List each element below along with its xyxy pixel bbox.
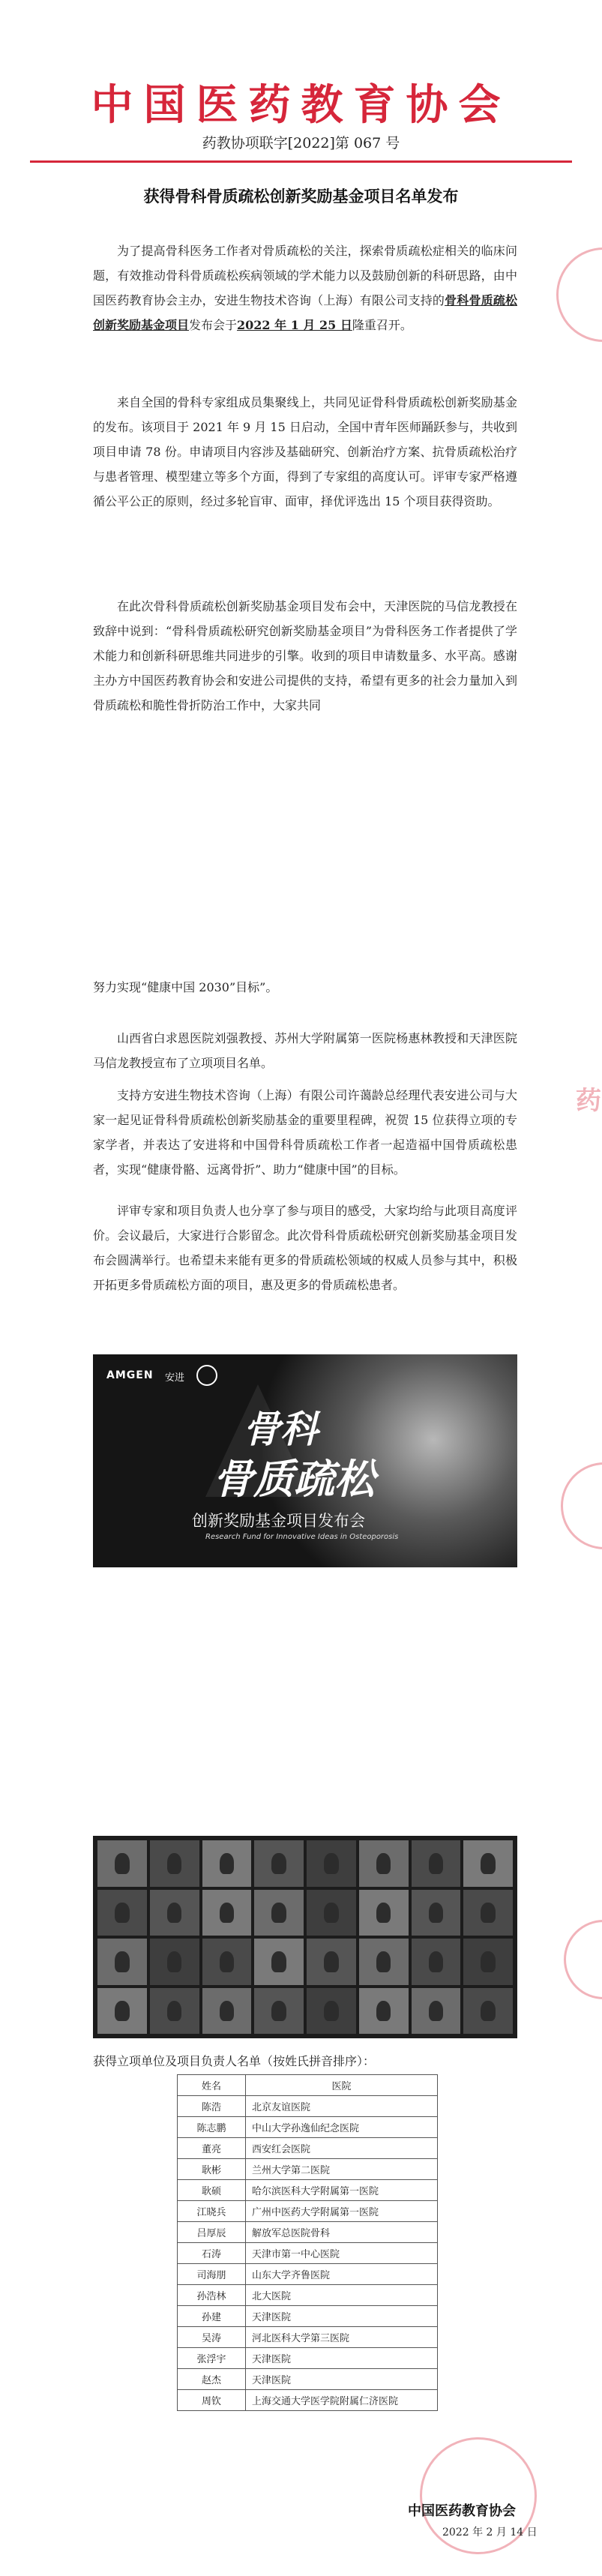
participant-tile — [359, 1939, 409, 1985]
participant-tile — [463, 1988, 513, 2035]
seal-stamp — [556, 247, 602, 342]
cell-hospital: 上海交通大学医学院附属仁济医院 — [246, 2390, 438, 2411]
participant-tile — [202, 1939, 252, 1985]
paragraph-1 — [93, 238, 517, 337]
table-row — [178, 2117, 438, 2138]
table-row — [178, 2327, 438, 2348]
participant-tile — [359, 1988, 409, 2035]
poster-logo-icon — [196, 1365, 217, 1386]
online-meeting-photo — [93, 1836, 517, 2038]
cell-hospital: 中山大学孙逸仙纪念医院 — [246, 2117, 438, 2138]
document-title: 获得骨科骨质疏松创新奖励基金项目名单发布 — [143, 187, 459, 205]
table-row — [178, 2348, 438, 2369]
cell-hospital: 山东大学齐鲁医院 — [246, 2264, 438, 2285]
participant-tile — [463, 1840, 513, 1887]
participant-tile — [150, 1988, 199, 2035]
cell-hospital: 西安红会医院 — [246, 2138, 438, 2159]
cell-hospital: 北大医院 — [246, 2285, 438, 2306]
cell-name: 耿彬 — [178, 2159, 246, 2180]
cell-hospital: 广州中医药大学附属第一医院 — [246, 2201, 438, 2222]
paragraph-1-highlight-date: 2022 年 1 月 25 日 — [237, 318, 352, 332]
cell-name: 董亮 — [178, 2138, 246, 2159]
table-header-row — [178, 2075, 438, 2096]
poster-subtitle-en: Research Fund for Innovative Ideas in Osteoporosis — [205, 1533, 399, 1541]
paragraph-2: 来自全国的骨科专家组成员集聚线上，共同见证骨科骨质疏松创新奖励基金的发布。该项目于 2021 年 9 月 15 日启动，全国中青年医师踊跃参与，共收到项目申请 78 份。申请项目内容涉及基础研究、创新治疗方案、抗骨质疏松治疗与患者管理、模型建立等多个方面，得到了专家组的高度认可。评审专家严格遵循公平公正的原则，经过多轮盲审、面审，择优评选出 15 个项目获得资助。 — [93, 395, 517, 508]
participant-tile — [202, 1988, 252, 2035]
cell-name: 陈浩 — [178, 2096, 246, 2117]
signature-org: 中国医药教育协会 — [408, 2503, 516, 2519]
cell-hospital: 北京友谊医院 — [246, 2096, 438, 2117]
cell-hospital: 解放军总医院骨科 — [246, 2222, 438, 2243]
paragraph-1-text-end: 隆重召开。 — [352, 318, 412, 332]
table-row — [178, 2159, 438, 2180]
participant-tile — [463, 1890, 513, 1936]
cell-hospital: 天津医院 — [246, 2348, 438, 2369]
table-row — [178, 2264, 438, 2285]
participant-tile — [97, 1988, 147, 2035]
poster-title-line2: 骨质疏松 — [213, 1455, 375, 1503]
cell-name: 孙建 — [178, 2306, 246, 2327]
table-row — [178, 2096, 438, 2117]
results-list-caption: 获得立项单位及项目负责人名单（按姓氏拼音排序）： — [93, 2054, 376, 2068]
paragraph-3: 在此次骨科骨质疏松创新奖励基金项目发布会中，天津医院的马信龙教授在致辞中说到：“骨科骨质疏松研究创新奖励基金项目”为骨科医务工作者提供了学术能力和创新科研思维共同进步的引擎。收到的项目申请数量多、水平高。感谢主办方中国医药教育协会和安进公司提供的支持，希望有更多的社会力量加入到骨质疏松和脆性骨折防治工作中，大家共同 — [93, 599, 517, 712]
table-row — [178, 2180, 438, 2201]
participant-tile — [412, 1890, 461, 1936]
participant-tile — [359, 1890, 409, 1936]
seal-stamp — [561, 1462, 602, 1549]
table-row — [178, 2243, 438, 2264]
results-table — [177, 2074, 438, 2411]
participant-tile — [412, 1939, 461, 1985]
participant-tile — [202, 1840, 252, 1887]
table-row — [178, 2306, 438, 2327]
cell-name: 石涛 — [178, 2243, 246, 2264]
cell-name: 江晓兵 — [178, 2201, 246, 2222]
participant-tile — [307, 1988, 356, 2035]
org-header-title: 中国医药教育协会 — [91, 80, 511, 130]
document-number: 药教协项联字[2022]第 067 号 — [202, 135, 400, 151]
poster-brand-cn: 安进 — [165, 1372, 185, 1384]
cell-name: 张浮宇 — [178, 2348, 246, 2369]
table-row — [178, 2369, 438, 2390]
participant-tile — [150, 1890, 199, 1936]
participant-tile — [463, 1939, 513, 1985]
cell-name: 赵杰 — [178, 2369, 246, 2390]
table-row — [178, 2390, 438, 2411]
cell-hospital: 天津医院 — [246, 2306, 438, 2327]
table-row — [178, 2285, 438, 2306]
participant-tile — [307, 1890, 356, 1936]
participant-tile — [150, 1840, 199, 1887]
cell-hospital: 天津医院 — [246, 2369, 438, 2390]
column-header-hospital: 医院 — [246, 2075, 438, 2096]
cell-name: 吕厚辰 — [178, 2222, 246, 2243]
cell-hospital: 哈尔滨医科大学附属第一医院 — [246, 2180, 438, 2201]
participant-tile — [254, 1890, 304, 1936]
cell-name: 耿硕 — [178, 2180, 246, 2201]
launch-event-poster — [93, 1354, 517, 1567]
signature-date: 2022 年 2 月 14 日 — [442, 2527, 538, 2539]
cell-name: 司海朋 — [178, 2264, 246, 2285]
cell-name: 周钦 — [178, 2390, 246, 2411]
participant-tile — [307, 1840, 356, 1887]
poster-brand-en: AMGEN — [106, 1369, 154, 1381]
participant-tile — [254, 1840, 304, 1887]
cell-hospital: 河北医科大学第三医院 — [246, 2327, 438, 2348]
cell-name: 吴涛 — [178, 2327, 246, 2348]
cell-hospital: 天津市第一中心医院 — [246, 2243, 438, 2264]
participant-tile — [412, 1840, 461, 1887]
participant-tile — [254, 1939, 304, 1985]
paragraph-1-text-mid: 发布会于 — [189, 318, 238, 332]
participant-tile — [359, 1840, 409, 1887]
table-row — [178, 2138, 438, 2159]
cell-hospital: 兰州大学第二医院 — [246, 2159, 438, 2180]
participant-tile — [307, 1939, 356, 1985]
header-red-rule — [30, 160, 572, 163]
poster-subtitle: 创新奖励基金项目发布会 — [192, 1512, 365, 1530]
participant-tile — [254, 1988, 304, 2035]
paragraph-3-continued: 努力实现“健康中国 2030”目标”。 — [93, 980, 278, 994]
seal-stamp — [564, 1920, 602, 1999]
paragraph-1-highlight-project: 骨科骨质疏松创新奖励基金项目 — [93, 293, 517, 332]
cell-name: 孙浩林 — [178, 2285, 246, 2306]
paragraph-1-text: 为了提高骨科医务工作者对骨质疏松的关注，探索骨质疏松症相关的临床问题，有效推动骨科骨质疏松疾病领域的学术能力以及鼓励创新的科研思路，由中国医药教育协会主办，安进生物技术咨询（上海）有限公司支持的 — [93, 244, 517, 307]
participant-tile — [150, 1939, 199, 1985]
column-header-name: 姓名 — [178, 2075, 246, 2096]
cell-name: 陈志鹏 — [178, 2117, 246, 2138]
paragraph-5: 支持方安进生物技术咨询（上海）有限公司许蔼龄总经理代表安进公司与大家一起见证骨科骨质疏松创新奖励基金的重要里程碑，祝贺 15 位获得立项的专家学者，并表达了安进将和中国骨科骨质疏松工作者一起造福中国骨质疏松患者，实现“健康骨骼、远离骨折”、助力“健康中国”的目标。 — [93, 1088, 517, 1177]
seal-stamp: 药 — [576, 1086, 601, 1116]
paragraph-6: 评审专家和项目负责人也分享了参与项目的感受，大家均给与此项目高度评价。会议最后，大家进行合影留念。此次骨科骨质疏松研究创新奖励基金项目发布会圆满举行。也希望未来能有更多的骨质疏松领域的权威人员参与其中，积极开拓更多骨质疏松方面的项目，惠及更多的骨质疏松患者。 — [93, 1204, 517, 1292]
paragraph-4: 山西省白求恩医院刘强教授、苏州大学附属第一医院杨惠林教授和天津医院马信龙教授宣布了立项项目名单。 — [93, 1031, 517, 1070]
table-row — [178, 2222, 438, 2243]
table-row — [178, 2201, 438, 2222]
participant-tile — [97, 1890, 147, 1936]
poster-title-line1: 骨科 — [243, 1407, 318, 1451]
participant-tile — [202, 1890, 252, 1936]
participant-tile — [412, 1988, 461, 2035]
participant-tile — [97, 1840, 147, 1887]
participant-tile — [97, 1939, 147, 1985]
